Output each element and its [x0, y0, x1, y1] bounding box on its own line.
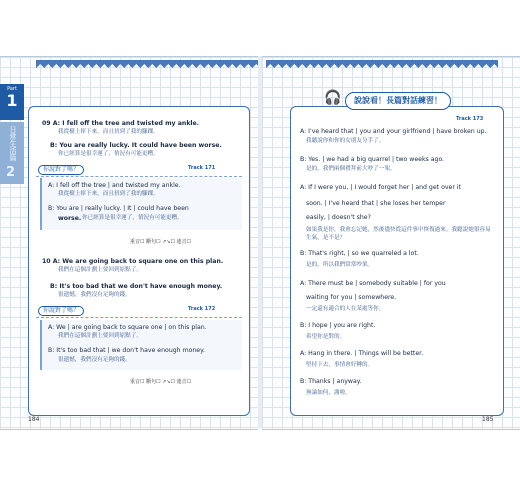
- dialogue-line: B: I hope | you are right.: [300, 322, 376, 329]
- dialogue-line: A: If I were you, | I would forget her | and get over it: [300, 184, 461, 191]
- dialogue-line-zh: 是的，我們兩個禮拜前大吵了一架。: [306, 166, 396, 172]
- part-label: Part: [7, 86, 17, 92]
- dialogue-line: A: Hang in there. | Things will be better.: [300, 350, 424, 357]
- dialogue-line: waiting for you | somewhere.: [306, 294, 397, 301]
- q10-practice-a-zh: 我們在這個計劃上要回到原點了。: [58, 333, 142, 339]
- q9-b-line: B: You are really lucky. It could have been worse.: [50, 142, 222, 149]
- right-dialogue-card: [290, 106, 504, 416]
- dialogue-line: A: There must be | somebody suitable | for you: [300, 280, 446, 287]
- part-tab: [0, 84, 24, 120]
- dialogue-line-zh: 是的，所以我們常常吵架。: [306, 262, 374, 268]
- q10-practice-b: B: It's too bad that | we don't have enough money.: [48, 347, 205, 354]
- bunting-right: [266, 60, 498, 68]
- q9-practice-b2: worse.: [58, 215, 82, 222]
- left-page-number: 184: [28, 416, 40, 423]
- dialogue-line: B: That's right, | so we quarreled a lot.: [300, 250, 419, 257]
- dialogue-line: B: Yes. | we had a big quarrel | two weeks ago.: [300, 156, 445, 163]
- q9-a-zh: 我從樹上摔下來，而且扭到了我的腳踝。: [58, 129, 159, 135]
- q9-practice-b-zh: 你已經算是很幸運了，情況有可能更糟。: [82, 215, 183, 221]
- q9-a-line: 09 A: I fell off the tree and twisted my ankle.: [42, 120, 200, 127]
- q9-track-label: Track 171: [188, 165, 216, 171]
- part-number: 1: [6, 91, 18, 110]
- q10-tool-checklist[interactable]: 重音☐ 斷句☐ ↗↘☐ 連音☐: [130, 379, 192, 385]
- section-title: 日常生活篇: [9, 126, 17, 161]
- headphones-icon: 🎧: [324, 90, 342, 106]
- q9-practice-a-zh: 我從樹上摔下來，而且扭到了我的腳踝。: [58, 191, 159, 197]
- q10-track-label: Track 172: [188, 306, 216, 312]
- right-page-number: 185: [482, 416, 494, 423]
- q10-b-line: B: It's too bad that we don't have enough money.: [50, 283, 223, 290]
- q9-tool-checklist[interactable]: 重音☐ 斷句☐ ↗↘☐ 連音☐: [130, 239, 192, 245]
- right-track-label: Track 173: [456, 116, 484, 122]
- dialogue-line-zh: 無論如何，謝啦。: [306, 390, 351, 396]
- dialogue-line-zh: 希望你是對的。: [306, 334, 346, 340]
- q9-practice-b1: B: You are | really lucky. | It | could have been: [48, 205, 189, 212]
- q10-b-zh: 很遺憾，我們沒有足夠的錢。: [58, 292, 131, 298]
- q10-divider: [36, 317, 242, 318]
- dialogue-line-zh: 堅持下去，事情會好轉的。: [306, 362, 374, 368]
- q10-a-line: 10 A: We are going back to square one on this plan.: [42, 258, 224, 265]
- q9-divider: [36, 176, 242, 177]
- q10-practice-b-zh: 很遺憾，我們沒有足夠的錢。: [58, 357, 131, 363]
- dialogue-line: B: Thanks | anyway.: [300, 378, 362, 385]
- section-tab: [0, 122, 24, 184]
- q10-a-zh: 我們在這個計劃上要回到原點了。: [58, 267, 142, 273]
- q9-practice-a: A: I fell off the tree | and twisted my ankle.: [48, 182, 181, 189]
- dialogue-line-zh: 如果我是你，我會忘記她，然後儘快從這件事中恢復過來。我聽說她很容易生氣，是不是？: [306, 227, 491, 241]
- dialogue-line: easily, | doesn't she?: [306, 214, 371, 221]
- dialogue-line: soon. | I've heard that | she loses her temper: [306, 200, 446, 207]
- dialogue-line-zh: 我聽說你和你的女朋友分手了。: [306, 138, 385, 144]
- q9-check-bubble: 你說對了嗎？: [38, 165, 84, 175]
- q10-practice-a: A: We | are going back to square one | on this plan.: [48, 324, 207, 331]
- dialogue-line: A: I've heard that | you and your girlfriend | have broken up.: [300, 128, 487, 135]
- section-number: 2: [6, 165, 16, 180]
- dialogue-line-zh: 一定還有適合的人在某處等你。: [306, 306, 385, 312]
- q10-check-bubble: 你說對了嗎？: [38, 306, 84, 316]
- q9-b-zh: 你已經算是很幸運了，情況有可能更糟。: [58, 151, 159, 157]
- dialogue-title: 說說看！長篇對話練習！: [345, 92, 451, 110]
- bunting-left: [36, 60, 258, 68]
